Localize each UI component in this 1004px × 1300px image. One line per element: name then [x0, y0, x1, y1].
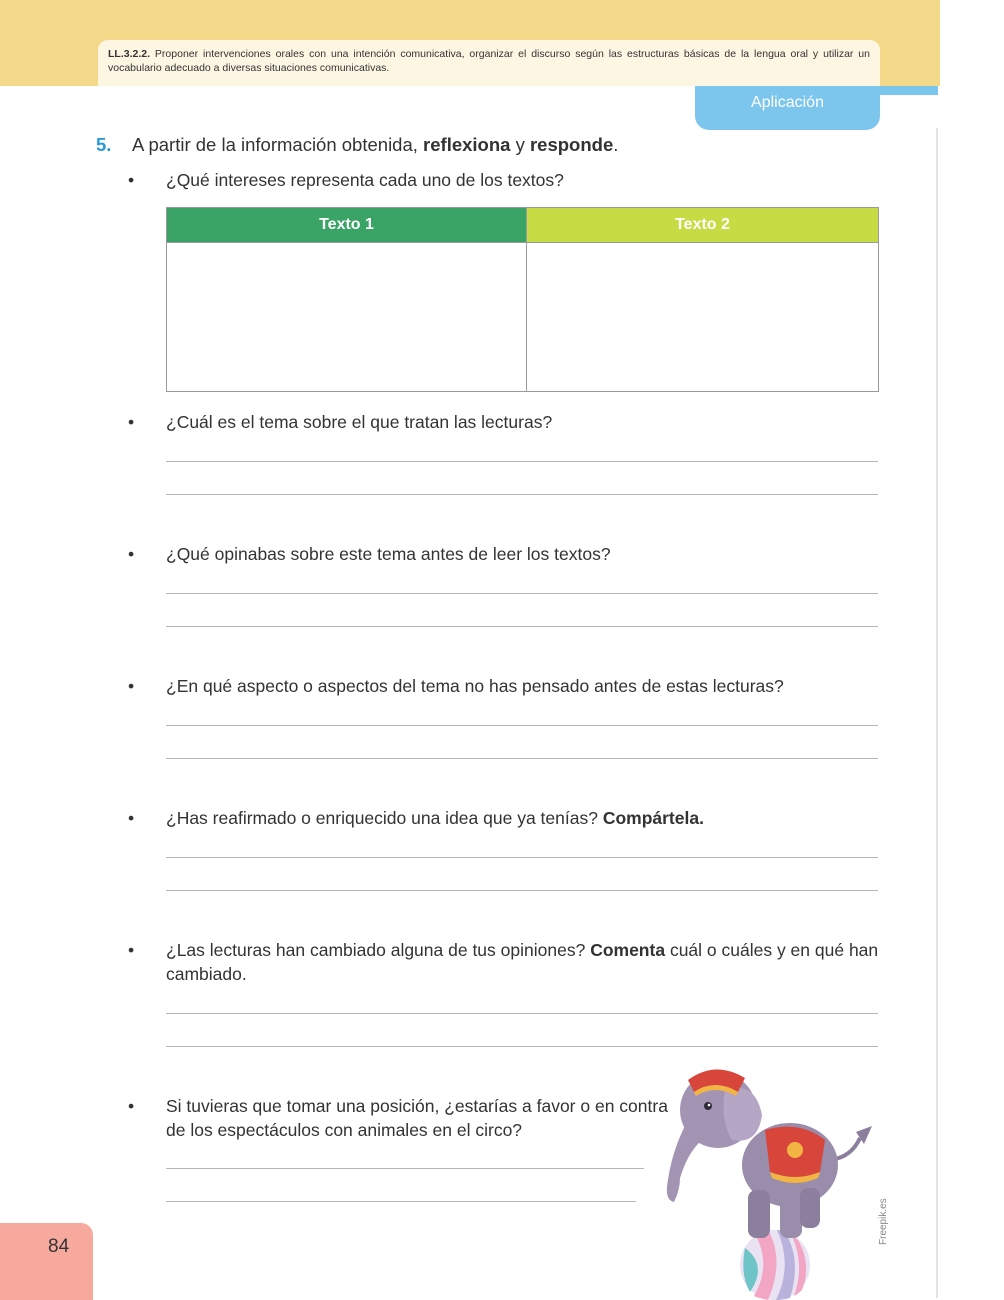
skill-description [98, 40, 880, 86]
answer-line[interactable] [166, 461, 878, 462]
circus-elephant-illustration [650, 1060, 885, 1300]
answer-line[interactable] [166, 758, 878, 759]
skill-code: LL.3.2.2. [108, 48, 151, 60]
answer-line[interactable] [166, 593, 878, 594]
answer-line[interactable] [166, 857, 878, 858]
section-tab-aplicacion: Aplicación [695, 86, 880, 130]
page-edge-line [936, 128, 938, 1298]
answer-line[interactable] [166, 1013, 878, 1014]
answer-cell-texto-1[interactable] [167, 243, 527, 392]
answer-cell-texto-2[interactable] [527, 243, 879, 392]
texts-comparison-table [166, 207, 879, 392]
skill-text: Proponer intervenciones orales con una intención comunicativa, organizar el discurso según las estructuras básicas de la lengua oral y utilizar un vocabulario adecuado a diversas situaciones comunicativas. [108, 48, 870, 74]
answer-line[interactable] [166, 494, 878, 495]
answer-line[interactable] [166, 725, 878, 726]
answer-line[interactable] [166, 1168, 644, 1169]
answer-line[interactable] [166, 890, 878, 891]
answer-line[interactable] [166, 1046, 878, 1047]
page-number-tab [0, 1223, 93, 1300]
page-number: 84 [48, 1236, 70, 1257]
answer-line[interactable] [166, 626, 878, 627]
exercise-number: 5. [96, 134, 112, 155]
exercise-5-heading: 5. A partir de la información obtenida, reflexiona y responde. [96, 134, 619, 155]
table-header-texto-1: Texto 1 [167, 208, 527, 243]
answer-line[interactable] [166, 1201, 636, 1202]
table-header-texto-2: Texto 2 [527, 208, 879, 243]
circus-ball [740, 1230, 810, 1300]
section-strip [880, 86, 938, 95]
image-credit: Freepik.es [878, 1198, 889, 1245]
